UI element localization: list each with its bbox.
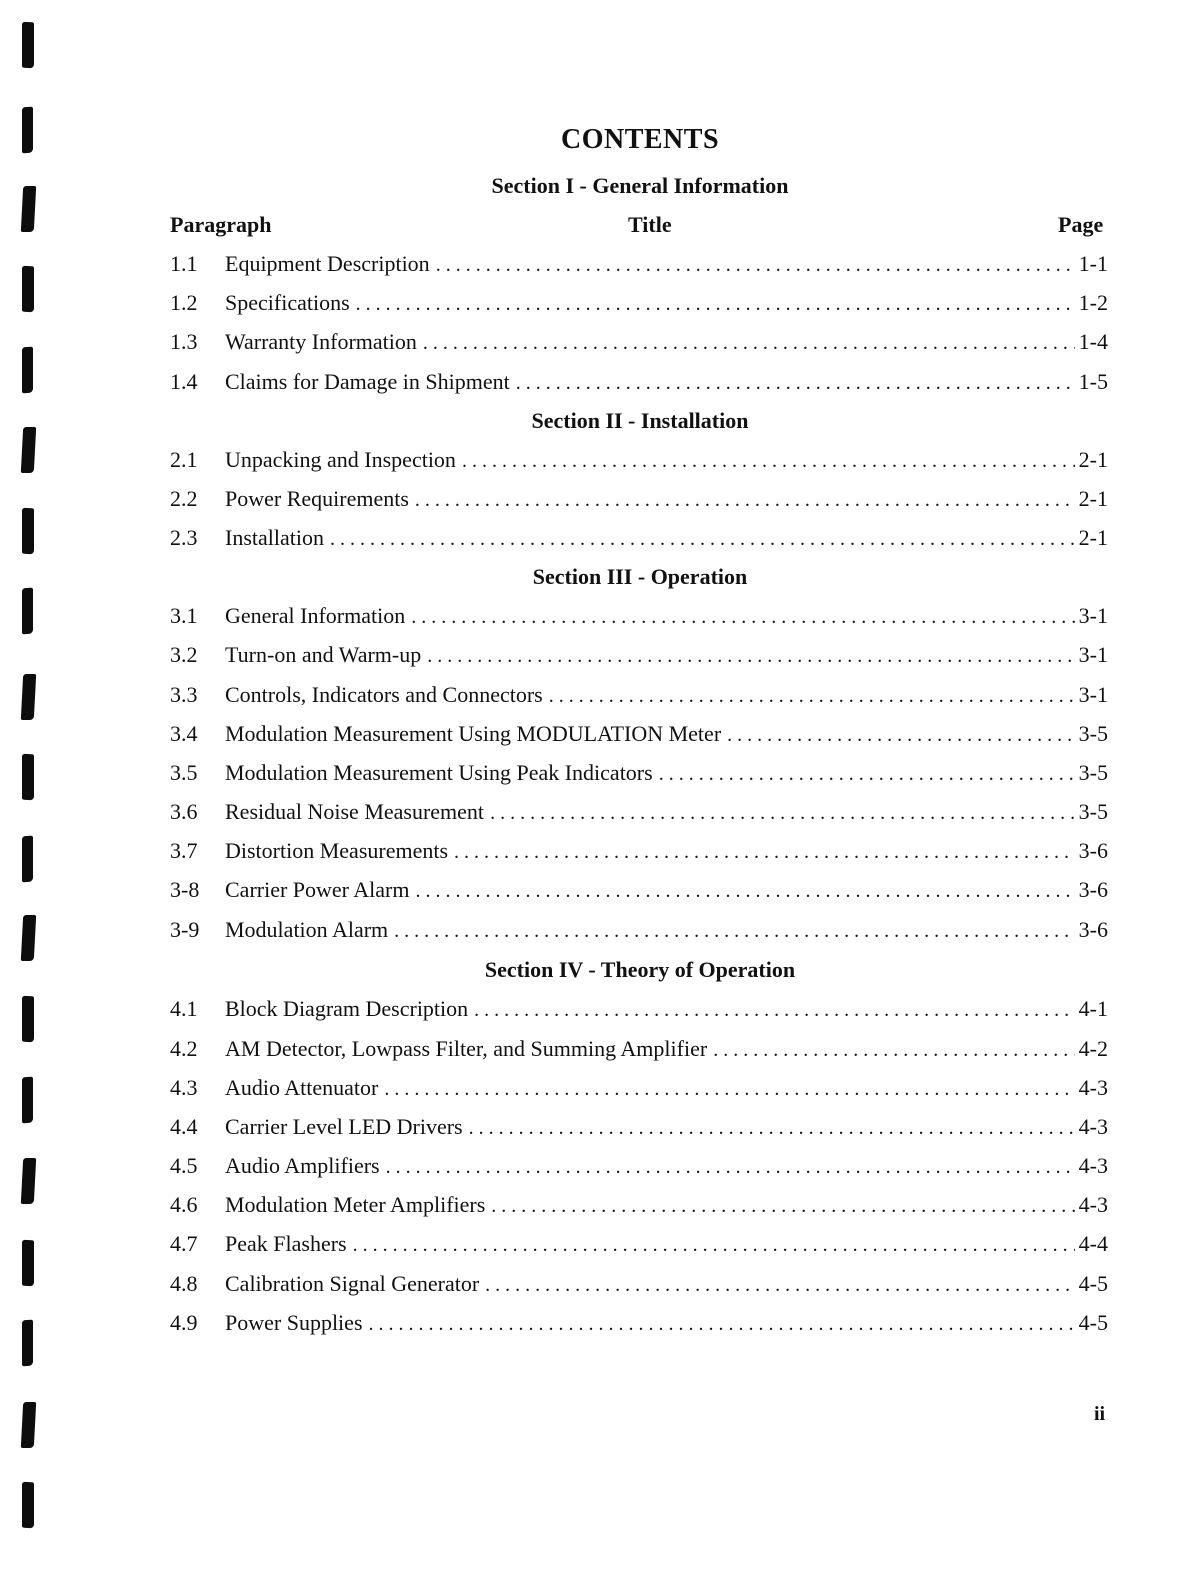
toc-entry (170, 1074, 1108, 1102)
toc-entry-number: 3.1 (170, 603, 198, 628)
dot-leader (353, 1231, 1075, 1259)
toc-entry-number: 1.2 (170, 290, 198, 315)
dot-leader (356, 290, 1075, 318)
toc-entry-page: 4-5 (1078, 1271, 1108, 1296)
toc-entry (170, 1309, 1108, 1337)
toc-entry (170, 1230, 1108, 1258)
toc-entry-number: 3.6 (170, 799, 198, 824)
toc-entry-title: Modulation Meter Amplifiers (225, 1192, 486, 1217)
binding-punch-mark (21, 1402, 36, 1448)
dot-leader (415, 486, 1075, 514)
binding-punch-mark (22, 508, 34, 555)
column-header-page: Page (1058, 212, 1104, 237)
toc-entry-title: Peak Flashers (225, 1231, 347, 1256)
toc-entry-page: 3-5 (1078, 799, 1108, 824)
toc-entry-number: 4.8 (170, 1271, 198, 1296)
toc-entry (170, 1270, 1108, 1298)
dot-leader (423, 329, 1075, 357)
toc-entry-number: 1.1 (170, 251, 198, 276)
toc-entry (170, 1035, 1108, 1063)
toc-entry (170, 681, 1108, 709)
toc-entry-page: 3-1 (1078, 682, 1108, 707)
dot-leader (386, 1153, 1075, 1181)
toc-entry (170, 641, 1108, 669)
toc-entry-page: 4-3 (1078, 1153, 1108, 1178)
toc-entry-title: Carrier Level LED Drivers (225, 1114, 463, 1139)
toc-entry-title: Turn-on and Warm-up (225, 642, 422, 667)
toc-entry-title: Claims for Damage in Shipment (225, 369, 510, 394)
toc-entry-number: 1.3 (170, 329, 198, 354)
toc-entry-number: 2.2 (170, 486, 198, 511)
toc-entry-page: 4-2 (1078, 1036, 1108, 1061)
toc-entry-page: 4-5 (1078, 1310, 1108, 1335)
toc-entry (170, 759, 1108, 787)
binding-punch-mark (22, 1320, 33, 1367)
toc-entry (170, 524, 1108, 552)
toc-entry-title: Power Requirements (225, 486, 409, 511)
binding-punch-mark (21, 674, 36, 720)
toc-entry (170, 916, 1108, 944)
toc-entry-page: 1-2 (1078, 290, 1108, 315)
dot-leader (416, 877, 1075, 905)
toc-entry-title: Audio Attenuator (225, 1075, 379, 1100)
toc-entry (170, 289, 1108, 317)
toc-entry-title: Audio Amplifiers (225, 1153, 380, 1178)
toc-entry (170, 1191, 1108, 1219)
toc-entry-number: 3.5 (170, 760, 198, 785)
toc-entry (170, 995, 1108, 1023)
binding-punch-mark (22, 347, 33, 394)
toc-entry-title: Installation (225, 525, 324, 550)
toc-entry (170, 837, 1108, 865)
column-header-title: Title (628, 212, 672, 237)
dot-leader (394, 917, 1075, 945)
toc-entry (170, 1113, 1108, 1141)
toc-entry (170, 368, 1108, 396)
section-heading-4: Section IV - Theory of Operation (484, 957, 796, 982)
page-title: CONTENTS (560, 124, 720, 155)
toc-entry-number: 1.4 (170, 369, 198, 394)
toc-entry (170, 720, 1108, 748)
toc-entry-title: Unpacking and Inspection (225, 447, 456, 472)
binding-punch-mark (22, 836, 33, 883)
dot-leader (491, 1192, 1074, 1220)
dot-leader (369, 1310, 1075, 1338)
toc-entry-number: 4.3 (170, 1075, 198, 1100)
toc-entry-number: 4.2 (170, 1036, 198, 1061)
binding-punch-mark (21, 915, 36, 961)
toc-entry-title: Block Diagram Description (225, 996, 469, 1021)
column-header-paragraph: Paragraph (170, 212, 272, 237)
toc-entry-title: Warranty Information (225, 329, 417, 354)
binding-punch-mark (22, 996, 34, 1043)
toc-entry-title: Controls, Indicators and Connectors (225, 682, 543, 707)
dot-leader (384, 1075, 1074, 1103)
toc-entry-number: 4.6 (170, 1192, 198, 1217)
toc-entry-page: 3-6 (1078, 838, 1108, 863)
toc-entry-page: 4-1 (1078, 996, 1108, 1021)
dot-leader (462, 447, 1075, 475)
toc-entry-title: Modulation Measurement Using MODULATION Meter (225, 721, 722, 746)
toc-entry-number: 4.9 (170, 1310, 198, 1335)
toc-entry-page: 3-1 (1078, 603, 1108, 628)
toc-entry-title: Residual Noise Measurement (225, 799, 485, 824)
binding-punch-mark (22, 1077, 33, 1124)
toc-entry (170, 1152, 1108, 1180)
toc-entry-page: 3-5 (1078, 760, 1108, 785)
toc-entry-title: Carrier Power Alarm (225, 877, 410, 902)
toc-entry-number: 3-8 (170, 877, 200, 902)
toc-entry-title: Specifications (225, 290, 350, 315)
toc-entry-page: 2-1 (1078, 486, 1108, 511)
toc-entry-number: 3.3 (170, 682, 198, 707)
toc-entry-title: Distortion Measurements (225, 838, 449, 863)
toc-entry-number: 4.5 (170, 1153, 198, 1178)
dot-leader (549, 682, 1075, 710)
toc-entry-number: 4.7 (170, 1231, 198, 1256)
toc-entry-page: 4-3 (1078, 1192, 1108, 1217)
toc-entry-page: 3-5 (1078, 721, 1108, 746)
toc-entry-page: 4-3 (1078, 1075, 1108, 1100)
toc-entry-number: 4.1 (170, 996, 198, 1021)
toc-entry-title: Equipment Description (225, 251, 430, 276)
toc-entry-number: 2.3 (170, 525, 198, 550)
toc-entry-number: 2.1 (170, 447, 198, 472)
dot-leader (330, 525, 1075, 553)
binding-punch-mark (22, 22, 34, 69)
dot-leader (490, 799, 1075, 827)
toc-entry-page: 2-1 (1078, 447, 1108, 472)
section-heading-3: Section III - Operation (532, 564, 748, 589)
toc-entry-number: 3-9 (170, 917, 200, 942)
toc-entry (170, 602, 1108, 630)
toc-entry (170, 798, 1108, 826)
binding-punch-mark (22, 1240, 34, 1287)
dot-leader (436, 251, 1075, 279)
toc-entry-number: 3.4 (170, 721, 198, 746)
toc-entry (170, 876, 1108, 904)
binding-punch-mark (22, 754, 34, 801)
binding-punch-mark (22, 588, 33, 635)
page-number: ii (1094, 1403, 1106, 1425)
toc-entry-title: Modulation Alarm (225, 917, 389, 942)
toc-entry-page: 3-6 (1078, 877, 1108, 902)
toc-entry-number: 3.2 (170, 642, 198, 667)
dot-leader (713, 1036, 1074, 1064)
toc-entry-number: 3.7 (170, 838, 198, 863)
binding-punch-mark (22, 1482, 34, 1529)
dot-leader (469, 1114, 1075, 1142)
toc-entry (170, 485, 1108, 513)
dot-leader (474, 996, 1075, 1024)
toc-entry-page: 1-5 (1078, 369, 1108, 394)
toc-entry-page: 3-6 (1078, 917, 1108, 942)
section-heading-2: Section II - Installation (531, 408, 749, 433)
toc-entry-title: Power Supplies (225, 1310, 363, 1335)
section-heading-1: Section I - General Information (491, 173, 789, 198)
binding-punch-mark (22, 266, 34, 313)
toc-entry-title: General Information (225, 603, 406, 628)
toc-entry (170, 328, 1108, 356)
toc-entry-page: 4-4 (1078, 1231, 1108, 1256)
toc-entry-page: 1-1 (1078, 251, 1108, 276)
toc-entry-title: Calibration Signal Generator (225, 1271, 480, 1296)
toc-entry-page: 1-4 (1078, 329, 1108, 354)
toc-entry-title: AM Detector, Lowpass Filter, and Summing Amplifier (225, 1036, 708, 1061)
toc-entry (170, 446, 1108, 474)
dot-leader (516, 369, 1075, 397)
dot-leader (485, 1271, 1075, 1299)
toc-entry-page: 3-1 (1078, 642, 1108, 667)
dot-leader (454, 838, 1075, 866)
dot-leader (727, 721, 1075, 749)
dot-leader (427, 642, 1074, 670)
toc-entry-page: 2-1 (1078, 525, 1108, 550)
binding-punch-mark (21, 1158, 36, 1204)
dot-leader (411, 603, 1074, 631)
dot-leader (659, 760, 1075, 788)
toc-entry (170, 250, 1108, 278)
toc-entry-page: 4-3 (1078, 1114, 1108, 1139)
toc-entry-title: Modulation Measurement Using Peak Indicators (225, 760, 653, 785)
toc-entry-number: 4.4 (170, 1114, 198, 1139)
